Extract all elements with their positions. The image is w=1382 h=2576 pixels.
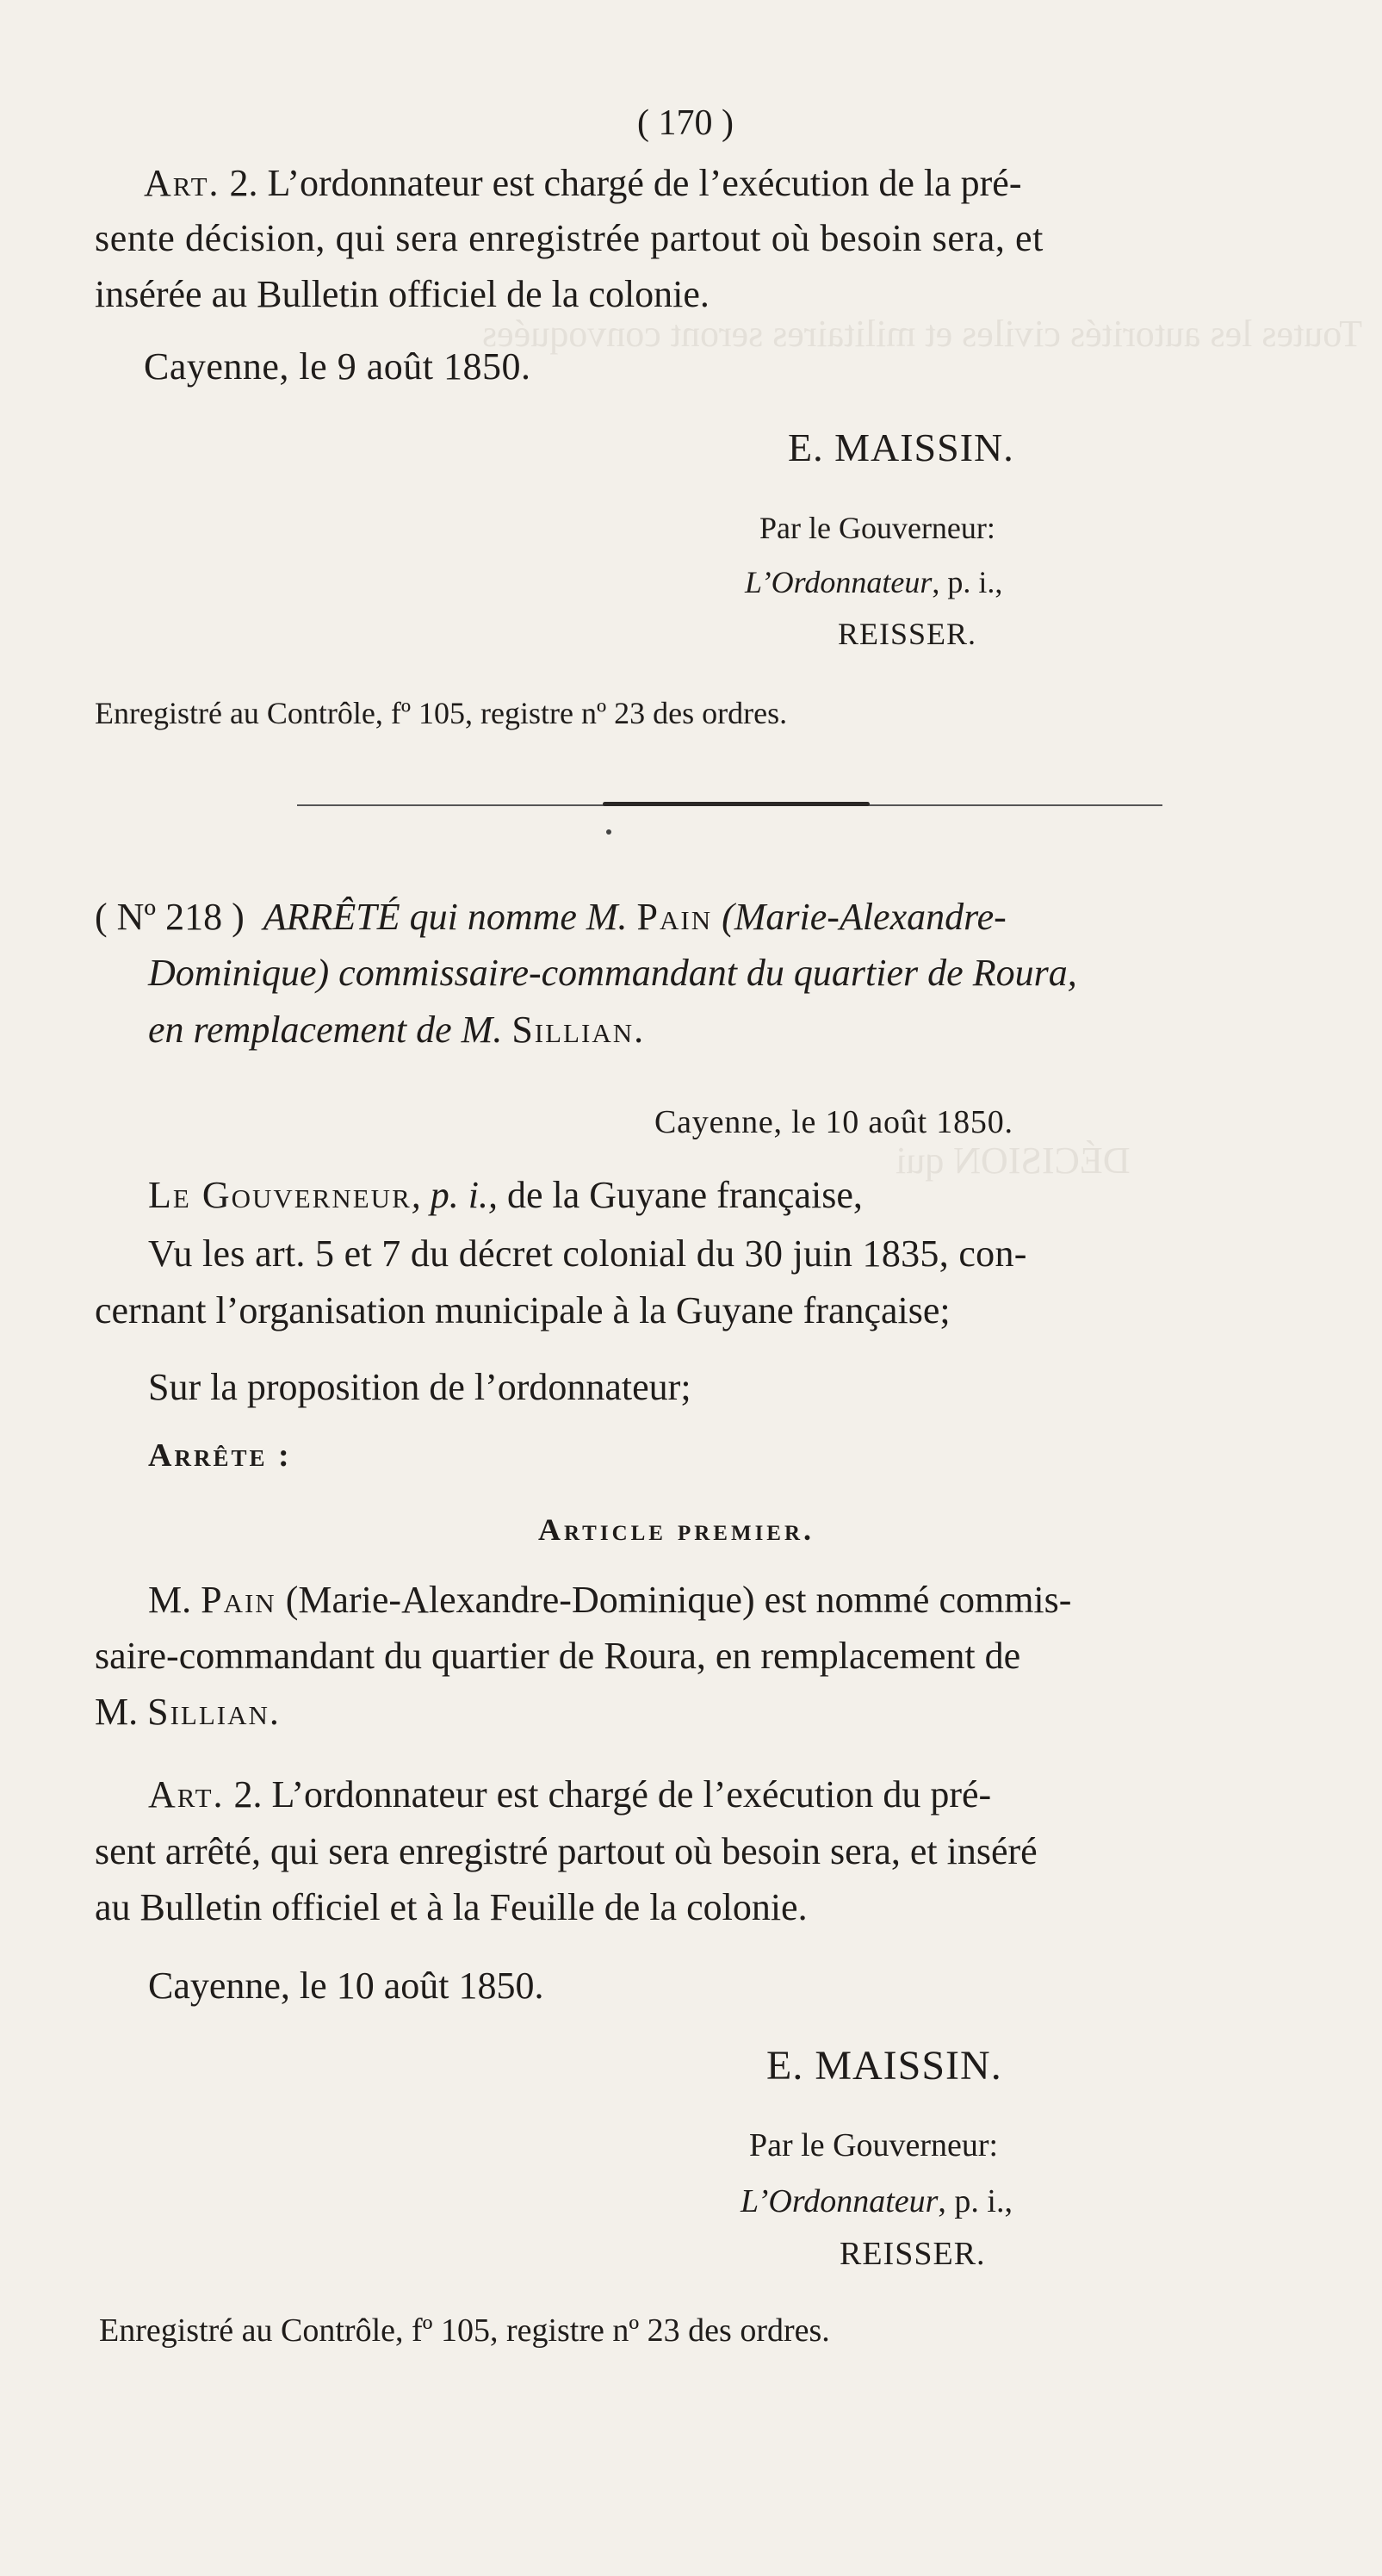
art1-line-1: M. Pain (Marie-Alexandre-Dominique) est nommé commis- [148,1579,1072,1621]
decision-by-governor: Par le Gouverneur: [759,511,995,545]
decision-art2-line-2: sente décision, qui sera enregistrée partout où besoin sera, et [95,217,1044,259]
arrete-place-date: Cayenne, le 10 août 1850. [654,1104,1013,1140]
vu-line-2: cernant l’organisation municipale à la Guyane française; [95,1289,951,1331]
section-divider-ornament [603,802,870,806]
decision-art2-line-3: insérée au Bulletin officiel de la colonie. [95,273,710,315]
arrete-number: ( Nº 218 ) [95,896,245,938]
arrete-countersigner: REISSER. [840,2236,986,2272]
decision-ordonnateur: L’Ordonnateur, p. i., [745,565,1003,599]
arrete-by-governor: Par le Gouverneur: [749,2127,999,2163]
decision-countersigner: REISSER. [838,617,977,651]
arrete-closing-place-date: Cayenne, le 10 août 1850. [148,1965,544,2007]
arrete-art2-line-1: Art. 2. L’ordonnateur est chargé de l’exécution du pré- [148,1773,992,1816]
vu-line-1: Vu les art. 5 et 7 du décret colonial du 30 juin 1835, con- [148,1232,1027,1275]
arrete-heading-line-2: Dominique) commissaire-commandant du quartier de Roura, [148,952,1077,994]
governor-intro: Le Gouverneur, p. i., de la Guyane française, [148,1174,863,1216]
decision-signer: E. MAISSIN. [788,425,1014,469]
art-label: Art. [144,162,220,204]
page-number: ( 170 ) [637,103,734,143]
bleed-through-text: Toutes les autorités civiles et militaires seront convoquées [482,313,1363,355]
arrete-art2-line-3: au Bulletin officiel et à la Feuille de la colonie. [95,1886,808,1928]
art1-line-2: saire-commandant du quartier de Roura, en remplacement de [95,1635,1021,1677]
decision-place-date: Cayenne, le 9 août 1850. [144,345,531,388]
arrete-ordonnateur: L’Ordonnateur, p. i., [741,2183,1013,2219]
article-premier-heading: Article premier. [538,1512,815,1547]
art1-line-3: M. Sillian. [95,1691,281,1733]
divider-dot [606,829,611,835]
arrete-heading-line-1: ( Nº 218 ) ARRÊTÉ qui nomme M. Pain (Marie-Alexandre- [95,896,1007,938]
proposition-line: Sur la proposition de l’ordonnateur; [148,1366,691,1408]
decision-art2-line-1: Art. 2. L’ordonnateur est chargé de l’exécution de la pré- [144,162,1022,204]
arrete-art2-line-2: sent arrêté, qui sera enregistré partout où besoin sera, et inséré [95,1830,1038,1872]
arrete-signer: E. MAISSIN. [766,2043,1002,2089]
arrete-heading-line-3: en remplacement de M. Sillian. [148,1009,646,1051]
arrete-label: Arrête : [148,1437,292,1474]
bleed-through-text: DÉCISION qui [896,1139,1131,1182]
arrete-registration: Enregistré au Contrôle, fº 105, registre nº 23 des ordres. [99,2312,830,2349]
decision-registration: Enregistré au Contrôle, fº 105, registre nº 23 des ordres. [95,696,788,730]
